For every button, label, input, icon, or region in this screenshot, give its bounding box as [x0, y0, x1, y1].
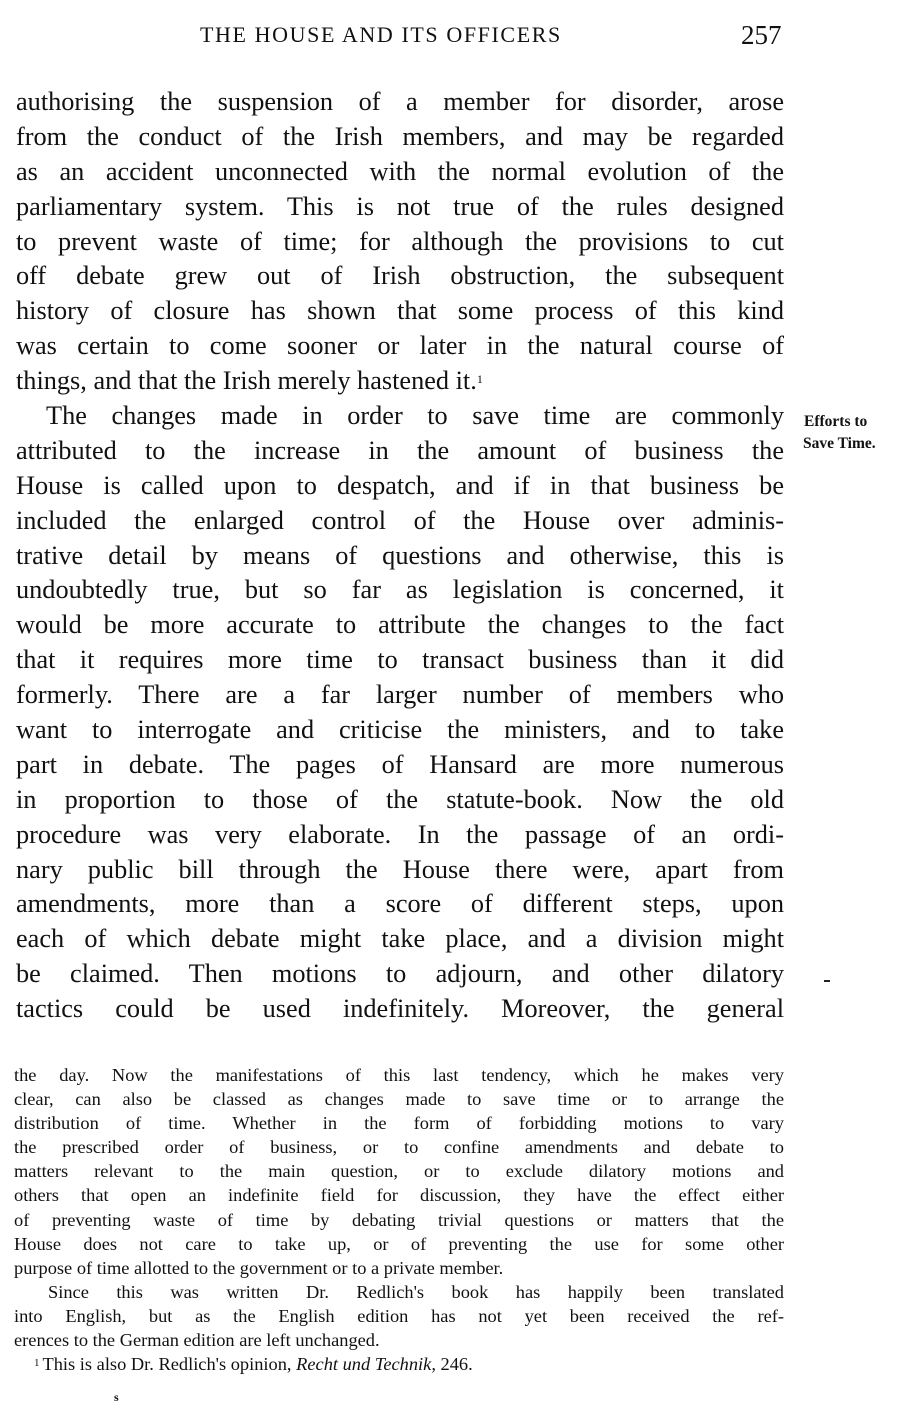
body-line: was certain to come sooner or later in the natural course of	[16, 331, 784, 361]
body-line: off debate grew out of Irish obstruction, the subsequent	[16, 261, 784, 291]
running-head	[0, 20, 922, 54]
footnote-line: of preventing waste of time by debating trivial questions or matters that the	[14, 1209, 784, 1230]
footnote-line: the day. Now the manifestations of this last tendency, which he makes very	[14, 1065, 784, 1085]
body-line: to prevent waste of time; for although the provisions to cut	[16, 226, 784, 256]
stray-mark	[824, 980, 830, 982]
footnote-text: This is also Dr. Redlich's opinion,	[42, 1354, 297, 1375]
footnote-line: House does not care to take up, or of preventing the use for some other	[14, 1233, 784, 1254]
footnote-line-paragraph-end: purpose of time allotted to the government or to a private member.	[14, 1257, 504, 1278]
footnote-line: distribution of time. Whether in the form of forbidding motions to vary	[14, 1113, 784, 1134]
body-line: be claimed. Then motions to adjourn, and other dilatory	[16, 959, 784, 989]
footnote-line: into English, but as the English edition has not yet been received the ref-	[14, 1305, 784, 1326]
body-line: undoubtedly true, but so far as legislation is concerned, it	[16, 575, 784, 605]
body-line: part in debate. The pages of Hansard are more numerous	[16, 749, 784, 779]
printer-signature: s	[114, 1390, 119, 1404]
footnote-marker: 1	[34, 1357, 40, 1370]
body-line: as an accident unconnected with the normal evolution of the	[16, 156, 784, 186]
footnote-line: the prescribed order of business, or to confine amendments and debate to	[14, 1137, 784, 1158]
body-line: from the conduct of the Irish members, and may be regarded	[16, 121, 784, 151]
footnote-1	[14, 1352, 784, 1376]
body-line: nary public bill through the House there were, apart from	[16, 854, 784, 884]
footnotes	[14, 1063, 784, 1376]
body-line: that it requires more time to transact business than it did	[16, 645, 784, 675]
body-line: amendments, more than a score of different steps, upon	[16, 889, 784, 919]
body-line: procedure was very elaborate. In the passage of an ordi-	[16, 819, 784, 849]
body-line: attributed to the increase in the amount of business the	[16, 435, 784, 465]
footnote-text-end: 246.	[435, 1354, 473, 1375]
body-line: House is called upon to despatch, and if in that business be	[16, 470, 784, 500]
body-line: would be more accurate to attribute the changes to the fact	[16, 610, 784, 640]
footnote-line: clear, can also be classed as changes made to save time or to arrange the	[14, 1089, 784, 1110]
body-line: authorising the suspension of a member for disorder, arose	[16, 87, 784, 116]
body-line-text: things, and that the Irish merely hastened it.	[16, 366, 477, 396]
margin-note	[803, 411, 918, 455]
footnote-citation-title: Recht und Technik,	[296, 1354, 436, 1375]
body-line: included the enlarged control of the House over adminis-	[16, 505, 784, 535]
page-number: 257	[741, 20, 782, 50]
running-title: THE HOUSE AND ITS OFFICERS	[200, 22, 562, 47]
body-line-paragraph-end	[16, 364, 784, 399]
body-line: parliamentary system. This is not true of the rules designed	[16, 191, 784, 221]
margin-note-line: Efforts to	[804, 413, 868, 430]
body-line: trative detail by means of questions and otherwise, this is	[16, 540, 784, 570]
body-line: history of closure has shown that some process of this kind	[16, 296, 784, 326]
body-line: in proportion to those of the statute-book. Now the old	[16, 784, 784, 814]
footnote-line-paragraph-end: erences to the German edition are left unchanged.	[14, 1330, 380, 1351]
footnote-line-paragraph-start: Since this was written Dr. Redlich's book has happily been translated	[48, 1281, 784, 1302]
footnote-line: others that open an indefinite field for discussion, they have the effect either	[14, 1185, 784, 1206]
footnote-line: matters relevant to the main question, or to exclude dilatory motions and	[14, 1161, 784, 1182]
body-line: formerly. There are a far larger number of members who	[16, 680, 784, 710]
margin-note-line: Save Time.	[803, 435, 876, 452]
body-line-paragraph-start: The changes made in order to save time are commonly	[46, 401, 784, 431]
body-line: each of which debate might take place, and a division might	[16, 924, 784, 954]
footnote-reference[interactable]: 1	[476, 372, 483, 387]
body-line: want to interrogate and criticise the ministers, and to take	[16, 715, 784, 745]
body-line: tactics could be used indefinitely. Moreover, the general	[16, 994, 784, 1024]
body-text	[16, 85, 784, 1027]
